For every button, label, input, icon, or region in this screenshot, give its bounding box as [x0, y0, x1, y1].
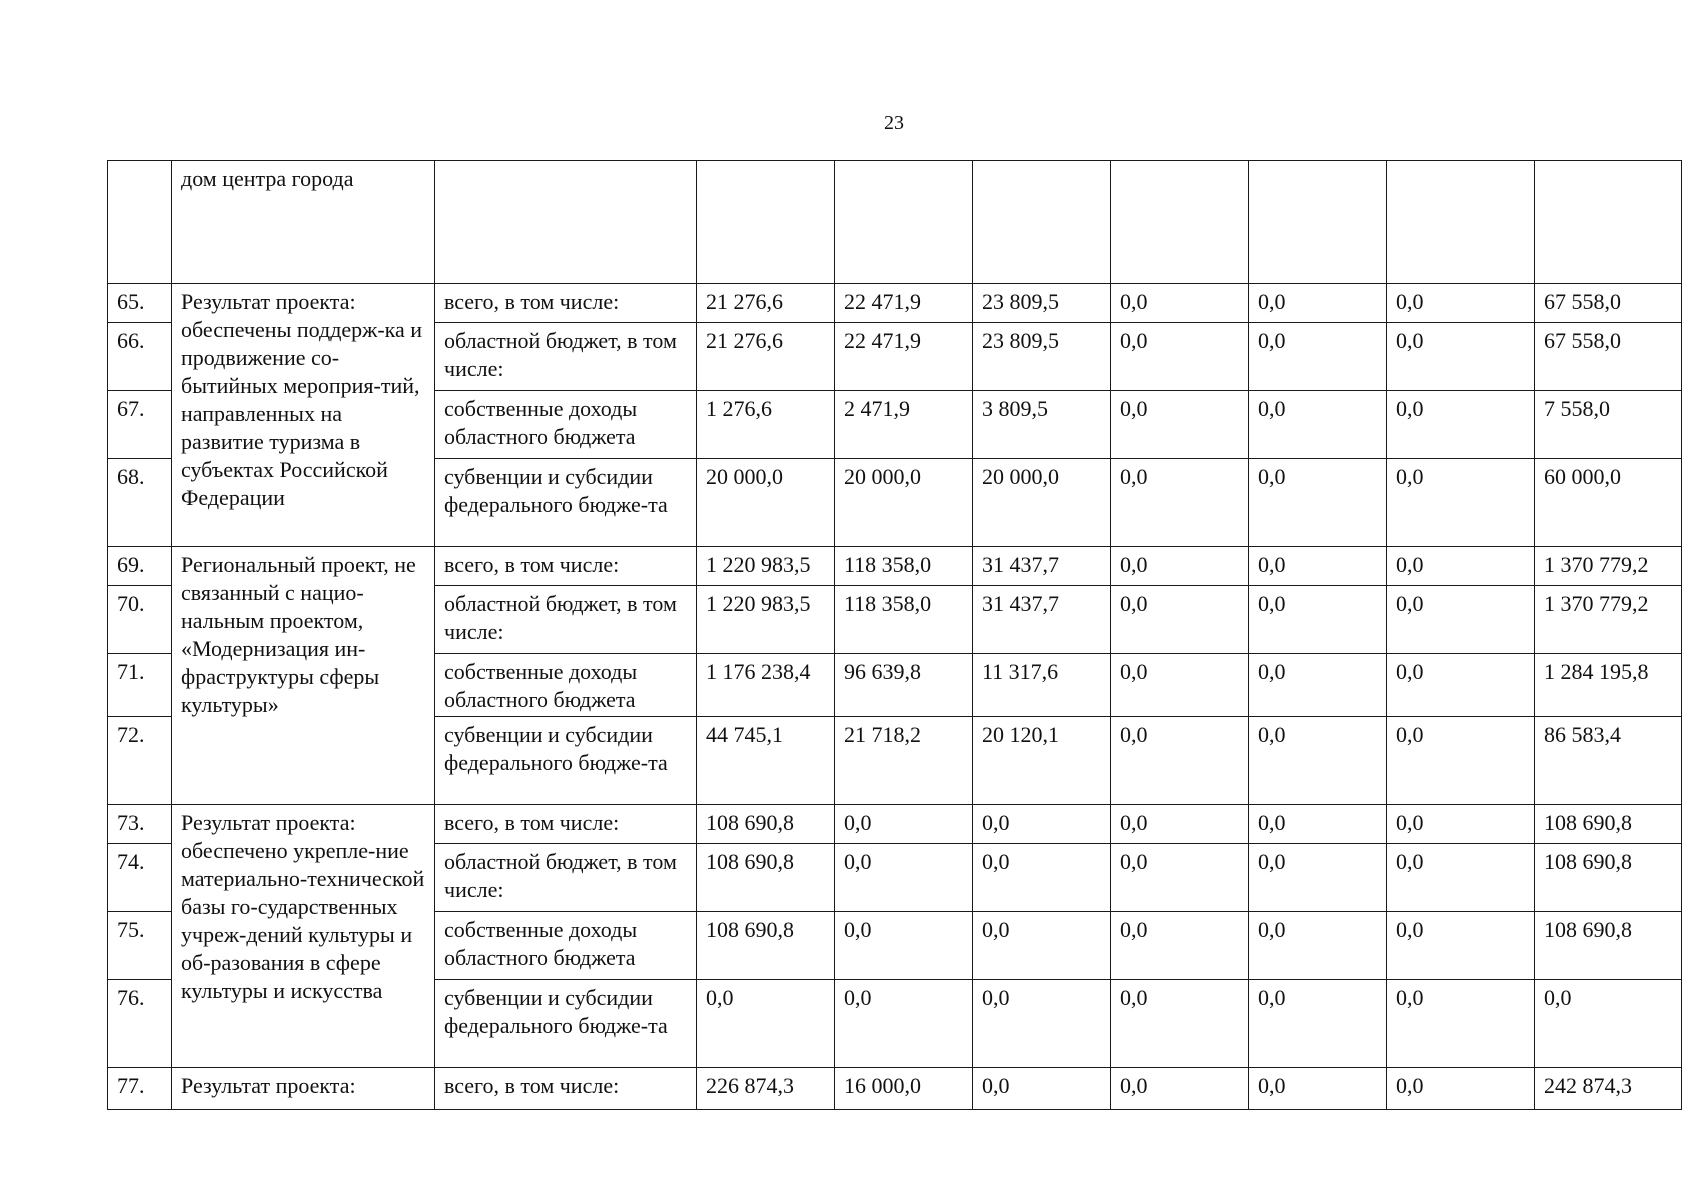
value-cell: 23 809,5	[973, 284, 1111, 323]
value-cell: 108 690,8	[697, 844, 835, 912]
row-number-cell: 68.	[108, 459, 172, 547]
value-cell: 0,0	[1249, 547, 1387, 586]
value-cell: 21 276,6	[697, 284, 835, 323]
value-cell: 0,0	[1387, 284, 1535, 323]
row-number-cell: 72.	[108, 717, 172, 805]
row-number-cell	[108, 161, 172, 284]
value-cell: 0,0	[1111, 980, 1249, 1068]
value-cell: 0,0	[835, 844, 973, 912]
funding-type-cell: субвенции и субсидии федерального бюдже-та	[435, 980, 697, 1068]
row-number-cell: 74.	[108, 844, 172, 912]
value-cell: 118 358,0	[835, 586, 973, 654]
project-name-cell: Региональный проект, не связанный с нацио-нальным проектом, «Модернизация ин-фраструктуры сферы культуры»	[172, 547, 435, 805]
value-cell: 86 583,4	[1535, 717, 1682, 805]
funding-type-cell: всего, в том числе:	[435, 547, 697, 586]
value-cell: 0,0	[835, 805, 973, 844]
value-cell: 0,0	[1111, 1068, 1249, 1110]
value-cell	[1249, 161, 1387, 284]
row-number-cell: 65.	[108, 284, 172, 323]
value-cell: 0,0	[1249, 980, 1387, 1068]
value-cell: 0,0	[697, 980, 835, 1068]
value-cell: 67 558,0	[1535, 323, 1682, 391]
funding-type-cell: областной бюджет, в том числе:	[435, 586, 697, 654]
row-number-cell: 70.	[108, 586, 172, 654]
value-cell: 0,0	[1387, 717, 1535, 805]
value-cell: 0,0	[1249, 284, 1387, 323]
funding-type-cell: областной бюджет, в том числе:	[435, 323, 697, 391]
value-cell: 0,0	[1111, 586, 1249, 654]
row-number-cell: 75.	[108, 912, 172, 980]
table-row	[108, 805, 1682, 844]
value-cell: 20 000,0	[973, 459, 1111, 547]
value-cell: 0,0	[1387, 912, 1535, 980]
value-cell: 0,0	[1387, 323, 1535, 391]
value-cell	[1535, 161, 1682, 284]
value-cell: 16 000,0	[835, 1068, 973, 1110]
value-cell: 20 000,0	[697, 459, 835, 547]
value-cell	[1387, 161, 1535, 284]
funding-type-cell: собственные доходы областного бюджета	[435, 912, 697, 980]
value-cell: 108 690,8	[697, 912, 835, 980]
value-cell: 20 120,1	[973, 717, 1111, 805]
value-cell: 0,0	[1387, 844, 1535, 912]
funding-type-cell	[435, 161, 697, 284]
page-number: 23	[884, 112, 904, 134]
value-cell: 31 437,7	[973, 586, 1111, 654]
value-cell: 108 690,8	[697, 805, 835, 844]
value-cell: 0,0	[835, 912, 973, 980]
value-cell: 23 809,5	[973, 323, 1111, 391]
value-cell: 1 220 983,5	[697, 586, 835, 654]
value-cell: 1 276,6	[697, 391, 835, 459]
value-cell: 1 370 779,2	[1535, 547, 1682, 586]
value-cell: 0,0	[1249, 586, 1387, 654]
value-cell: 0,0	[1111, 805, 1249, 844]
value-cell: 0,0	[1111, 323, 1249, 391]
value-cell: 0,0	[1387, 459, 1535, 547]
value-cell: 21 276,6	[697, 323, 835, 391]
funding-type-cell: областной бюджет, в том числе:	[435, 844, 697, 912]
value-cell: 0,0	[1387, 391, 1535, 459]
row-number-cell: 66.	[108, 323, 172, 391]
value-cell: 0,0	[835, 980, 973, 1068]
funding-type-cell: всего, в том числе:	[435, 284, 697, 323]
value-cell: 0,0	[1111, 717, 1249, 805]
value-cell: 108 690,8	[1535, 844, 1682, 912]
value-cell: 226 874,3	[697, 1068, 835, 1110]
value-cell: 1 220 983,5	[697, 547, 835, 586]
value-cell: 96 639,8	[835, 654, 973, 717]
value-cell: 1 284 195,8	[1535, 654, 1682, 717]
value-cell: 67 558,0	[1535, 284, 1682, 323]
table-row-continuation	[108, 161, 1682, 284]
table-body	[108, 161, 1682, 1110]
table-row	[108, 547, 1682, 586]
project-name-cell: Результат проекта: обеспечены поддерж-ка и продвижение со-бытийных мероприя-тий, направленных на развитие туризма в субъектах Российской Федерации	[172, 284, 435, 547]
funding-type-cell: субвенции и субсидии федерального бюдже-та	[435, 459, 697, 547]
value-cell: 0,0	[1111, 844, 1249, 912]
value-cell: 0,0	[1249, 717, 1387, 805]
value-cell: 0,0	[1535, 980, 1682, 1068]
value-cell: 0,0	[1387, 805, 1535, 844]
value-cell: 0,0	[1387, 980, 1535, 1068]
value-cell: 0,0	[1387, 1068, 1535, 1110]
value-cell: 0,0	[1111, 912, 1249, 980]
value-cell: 0,0	[1249, 1068, 1387, 1110]
budget-table	[107, 160, 1682, 1110]
value-cell: 108 690,8	[1535, 805, 1682, 844]
value-cell: 0,0	[1249, 912, 1387, 980]
row-number-cell: 67.	[108, 391, 172, 459]
value-cell: 0,0	[973, 912, 1111, 980]
row-number-cell: 73.	[108, 805, 172, 844]
value-cell: 0,0	[1249, 654, 1387, 717]
value-cell: 0,0	[973, 980, 1111, 1068]
value-cell: 22 471,9	[835, 323, 973, 391]
funding-type-cell: собственные доходы областного бюджета	[435, 654, 697, 717]
value-cell: 0,0	[1249, 391, 1387, 459]
funding-type-cell: субвенции и субсидии федерального бюдже-та	[435, 717, 697, 805]
row-number-cell: 77.	[108, 1068, 172, 1110]
value-cell: 118 358,0	[835, 547, 973, 586]
value-cell: 3 809,5	[973, 391, 1111, 459]
value-cell	[973, 161, 1111, 284]
value-cell: 20 000,0	[835, 459, 973, 547]
value-cell: 60 000,0	[1535, 459, 1682, 547]
value-cell: 108 690,8	[1535, 912, 1682, 980]
value-cell: 0,0	[1249, 323, 1387, 391]
funding-type-cell: всего, в том числе:	[435, 805, 697, 844]
value-cell: 242 874,3	[1535, 1068, 1682, 1110]
value-cell: 0,0	[1387, 586, 1535, 654]
value-cell: 11 317,6	[973, 654, 1111, 717]
value-cell: 0,0	[1111, 654, 1249, 717]
row-number-cell: 76.	[108, 980, 172, 1068]
value-cell: 1 176 238,4	[697, 654, 835, 717]
table-row	[108, 1068, 1682, 1110]
value-cell: 0,0	[1111, 391, 1249, 459]
value-cell: 2 471,9	[835, 391, 973, 459]
value-cell: 31 437,7	[973, 547, 1111, 586]
project-name-cell: Результат проекта:	[172, 1068, 435, 1110]
value-cell	[697, 161, 835, 284]
value-cell	[1111, 161, 1249, 284]
value-cell	[835, 161, 973, 284]
value-cell: 1 370 779,2	[1535, 586, 1682, 654]
value-cell: 22 471,9	[835, 284, 973, 323]
value-cell: 0,0	[1249, 459, 1387, 547]
value-cell: 0,0	[973, 844, 1111, 912]
value-cell: 0,0	[1387, 654, 1535, 717]
value-cell: 0,0	[973, 1068, 1111, 1110]
row-number-cell: 71.	[108, 654, 172, 717]
value-cell: 7 558,0	[1535, 391, 1682, 459]
value-cell: 44 745,1	[697, 717, 835, 805]
funding-type-cell: всего, в том числе:	[435, 1068, 697, 1110]
value-cell: 21 718,2	[835, 717, 973, 805]
row-number-cell: 69.	[108, 547, 172, 586]
project-name-cell: дом центра города	[172, 161, 435, 284]
value-cell: 0,0	[1249, 844, 1387, 912]
value-cell: 0,0	[973, 805, 1111, 844]
value-cell: 0,0	[1387, 547, 1535, 586]
funding-type-cell: собственные доходы областного бюджета	[435, 391, 697, 459]
value-cell: 0,0	[1111, 284, 1249, 323]
value-cell: 0,0	[1249, 805, 1387, 844]
value-cell: 0,0	[1111, 459, 1249, 547]
table-row	[108, 284, 1682, 323]
project-name-cell: Результат проекта: обеспечено укрепле-ние материально-технической базы го-сударственных учреж-дений культуры и об-разования в сфере культуры и искусства	[172, 805, 435, 1068]
value-cell: 0,0	[1111, 547, 1249, 586]
